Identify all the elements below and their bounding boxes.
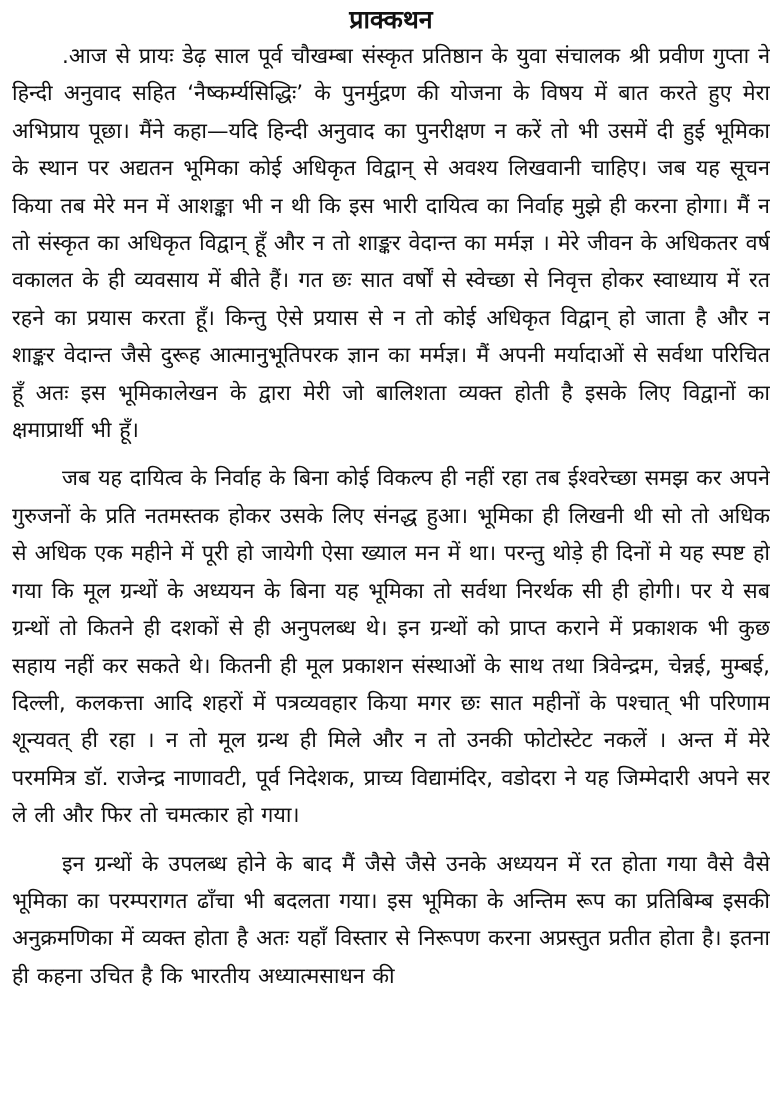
document-page	[12, 0, 770, 1108]
paragraph-2: जब यह दायित्व के निर्वाह के बिना कोई विकल्प ही नहीं रहा तब ईश्वरेच्छा समझ कर अपने गुरुजनों के प्रति नतमस्तक होकर उसके लिए संनद्ध हुआ। भूमिका ही लिखनी थी सो तो अधिक से अधिक एक महीने में पूरी हो जायेगी ऐसा ख्याल मन में था। परन्तु थोड़े ही दिनों मे यह स्पष्ट हो गया कि मूल ग्रन्थों के अध्ययन के बिना यह भूमिका तो सर्वथा निरर्थक सी ही होगी। पर ये सब ग्रन्थों तो कितने ही दशकों से ही अनुपलब्ध थे। इन ग्रन्थों को प्राप्त कराने में प्रकाशक भी कुछ सहाय नहीं कर सकते थे। कितनी ही मूल प्रकाशन संस्थाओं के साथ तथा त्रिवेन्द्रम, चेन्नई, मुम्बई, दिल्ली, कलकत्ता आदि शहरों में पत्रव्यवहार किया मगर छः सात महीनों के पश्चात् भी परिणाम शून्यवत् ही रहा । न तो मूल ग्रन्थ ही मिले और न तो उनकी फोटोस्टेट नकलें । अन्त में मेरे परममित्र डॉ. राजेन्द्र नाणावटी, पूर्व निदेशक, प्राच्य विद्यामंदिर, वडोदरा ने यह जिम्मेदारी अपने सर ले ली और फिर तो चमत्कार हो गया।	[12, 466, 770, 829]
paragraph-3: इन ग्रन्थों के उपलब्ध होने के बाद मैं जैसे जैसे उनके अध्ययन में रत होता गया वैसे वैसे भूमिका का परम्परागत ढाँचा भी बदलता गया। इस भूमिका के अन्तिम रूप का प्रतिबिम्ब इसकी अनुक्रमणिका में व्यक्त होता है अतः यहाँ विस्तार से निरूपण करना अप्रस्तुत प्रतीत होता है। इतना ही कहना उचित है कि भारतीय अध्यात्मसाधन की	[12, 851, 770, 989]
paragraph-1: .आज से प्रायः डेढ़ साल पूर्व चौखम्बा संस्कृत प्रतिष्ठान के युवा संचालक श्री प्रवीण गुप्ता ने हिन्दी अनुवाद सहित ‘नैष्कर्म्यसिद्धिः’ के पुनर्मुद्रण की योजना के विषय में बात करते हुए मेरा अभिप्राय पूछा। मैंने कहा—यदि हिन्दी अनुवाद का पुनरीक्षण न करें तो भी उसमें दी हुई भूमिका के स्थान पर अद्यतन भूमिका कोई अधिकृत विद्वान् से अवश्य लिखवानी चाहिए। जब यह सूचन किया तब मेरे मन में आशङ्का भी न थी कि इस भारी दायित्व का निर्वाह मुझे ही करना होगा। मैं न तो संस्कृत का अधिकृत विद्वान् हूँ और न तो शाङ्कर वेदान्त का मर्मज्ञ । मेरे जीवन के अधिकतर वर्ष वकालत के ही व्यवसाय में बीते हैं। गत छः सात वर्षों से स्वेच्छा से निवृत्त होकर स्वाध्याय में रत रहने का प्रयास करता हूँ। किन्तु ऐसे प्रयास से न तो कोई अधिकृत विद्वान् हो जाता है और न शाङ्कर वेदान्त जैसे दुरूह आत्मानुभूतिपरक ज्ञान का मर्मज्ञ। मैं अपनी मर्यादाओं से सर्वथा परिचित हूँ अतः इस भूमिकालेखन के द्वारा मेरी जो बालिशता व्यक्त होती है इसके लिए विद्वानों का क्षमाप्रार्थी भी हूँ।	[12, 44, 770, 444]
page-title: प्राक्कथन	[349, 5, 433, 34]
